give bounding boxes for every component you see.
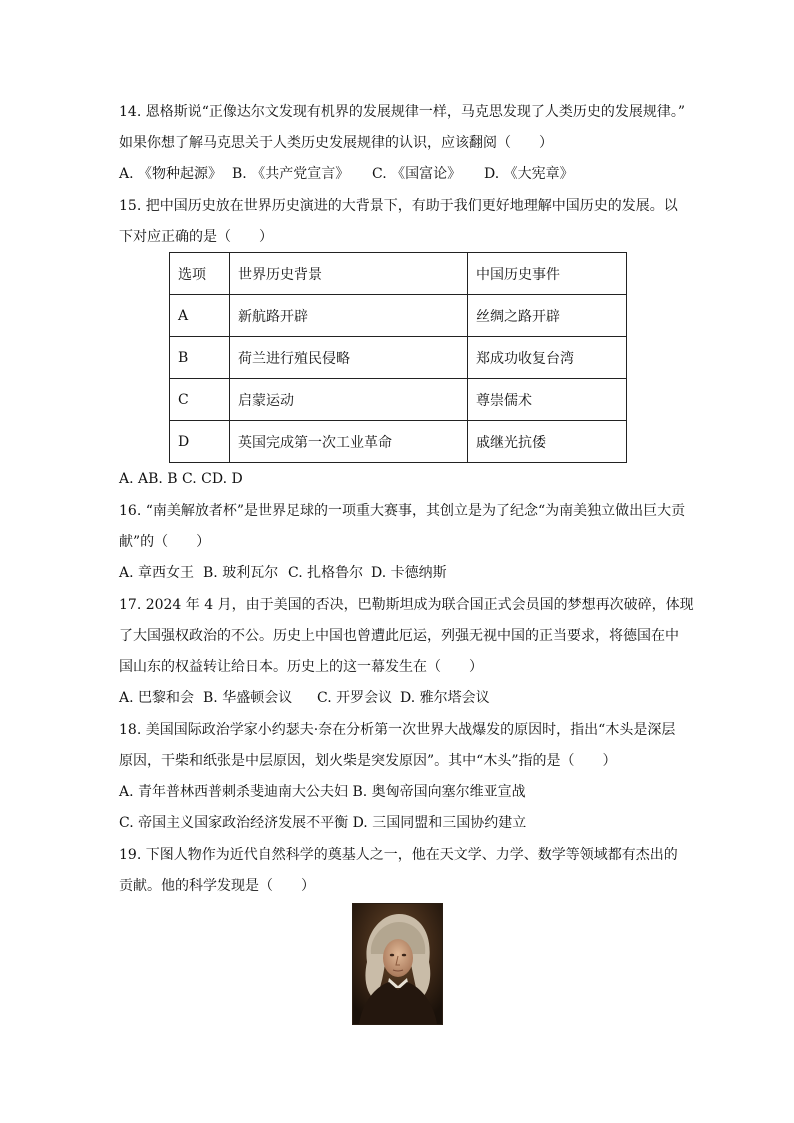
table-row [170,421,627,463]
table-cell: 郑成功收复台湾 [468,337,627,379]
table-header-cell: 中国历史事件 [468,253,627,295]
q18-options-ab: A. 青年普林西普刺杀斐迪南大公夫妇 B. 奥匈帝国向塞尔维亚宣战 [119,784,526,800]
q16-option-c: C. 扎格鲁尔 [288,565,364,581]
q16-stem-line2: 献”的（ ） [119,534,211,550]
table-cell: 启蒙运动 [230,379,468,421]
table-cell: 英国完成第一次工业革命 [230,421,468,463]
q14-option-b: B. 《共产党宣言》 [232,166,350,182]
q14-stem-line1: 14. 恩格斯说“正像达尔文发现有机界的发展规律一样，马克思发现了人类历史的发展规律。” [119,104,686,120]
q15-table [169,252,627,463]
table-cell: 戚继光抗倭 [468,421,627,463]
q17-option-c: C. 开罗会议 [317,690,393,706]
table-row [170,379,627,421]
q19-stem-line2: 贡献。他的科学发现是（ ） [119,878,315,894]
q16-stem-line1: 16. “南美解放者杯”是世界足球的一项重大赛事，其创立是为了纪念“为南美独立做出巨大贡 [119,503,686,519]
q16-option-d: D. 卡德纳斯 [371,565,447,581]
q17-stem-line2: 了大国强权政治的不公。历史上中国也曾遭此厄运，列强无视中国的正当要求，将德国在中 [119,628,679,644]
table-cell: A [170,295,230,337]
q17-stem-line3: 国山东的权益转让给日本。历史上的这一幕发生在（ ） [119,659,483,675]
q17-option-d: D. 雅尔塔会议 [400,690,490,706]
q19-stem-line1: 19. 下图人物作为近代自然科学的奠基人之一，他在天文学、力学、数学等领域都有杰出的 [119,847,678,863]
table-cell: 丝绸之路开辟 [468,295,627,337]
q18-stem-line1: 18. 美国国际政治学家小约瑟夫·奈在分析第一次世界大战爆发的原因时，指出“木头是深层 [119,722,676,738]
table-cell: D [170,421,230,463]
q14-stem-line2: 如果你想了解马克思关于人类历史发展规律的认识，应该翻阅（ ） [119,135,553,151]
q15-stem-line2: 下对应正确的是（ ） [119,229,273,245]
table-row [170,337,627,379]
q16-option-b: B. 玻利瓦尔 [203,565,279,581]
table-cell: 新航路开辟 [230,295,468,337]
table-cell: C [170,379,230,421]
table-cell: B [170,337,230,379]
table-header-cell: 世界历史背景 [230,253,468,295]
table-cell: 尊崇儒术 [468,379,627,421]
q18-stem-line2: 原因，干柴和纸张是中层原因，划火柴是突发原因”。其中“木头”指的是（ ） [119,753,617,769]
q14-option-d: D. 《大宪章》 [484,166,574,182]
q15-options: A. AB. B C. CD. D [119,471,243,487]
table-header-row [170,253,627,295]
portrait-image [352,903,443,1025]
q16-option-a: A. 章西女王 [119,565,195,581]
q17-option-b: B. 华盛顿会议 [203,690,293,706]
table-cell: 荷兰进行殖民侵略 [230,337,468,379]
q15-stem-line1: 15. 把中国历史放在世界历史演进的大背景下，有助于我们更好地理解中国历史的发展。以 [119,198,678,214]
q17-stem-line1: 17. 2024 年 4 月，由于美国的否决，巴勒斯坦成为联合国正式会员国的梦想再次破碎，体现 [119,597,694,613]
q17-option-a: A. 巴黎和会 [119,690,195,706]
table-row [170,295,627,337]
q14-option-c: C. 《国富论》 [372,166,462,182]
table-header-cell: 选项 [170,253,230,295]
q18-options-cd: C. 帝国主义国家政治经济发展不平衡 D. 三国同盟和三国协约建立 [119,815,527,831]
q14-option-a: A. 《物种起源》 [119,166,223,182]
